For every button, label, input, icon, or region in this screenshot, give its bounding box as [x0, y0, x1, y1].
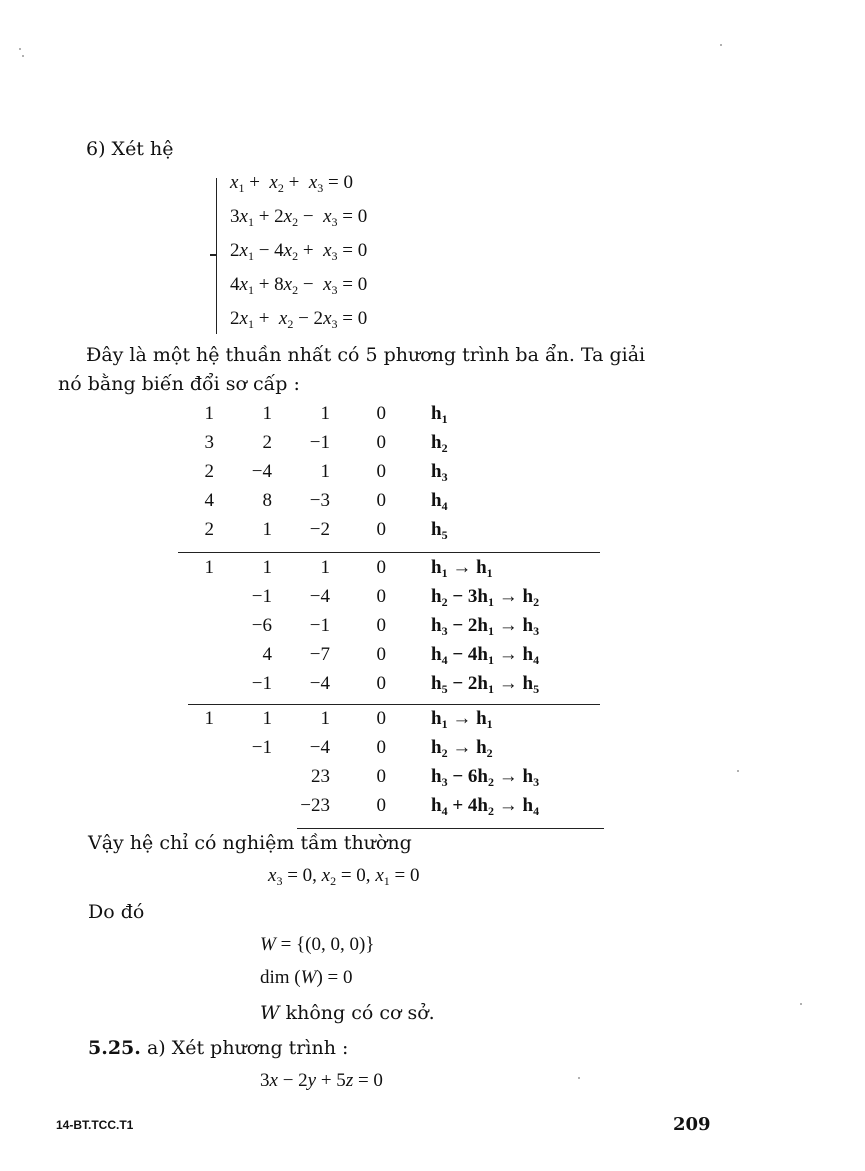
w-dimension: dim (W) = 0: [260, 967, 353, 988]
block1-cell: −4: [251, 461, 272, 482]
page-number: 209: [673, 1114, 711, 1135]
table-divider-1: [178, 552, 600, 553]
block3-cell: 0: [376, 708, 386, 729]
block1-cell: 1: [204, 403, 214, 424]
block2-cell: 0: [376, 586, 386, 607]
equation-5: $2x_1 + x_2 - 2x_3 = 0$: [230, 308, 368, 331]
block3-cell: −4: [309, 737, 330, 758]
block3-row-operation: $h_3 - 6h_2 \to h_3$: [431, 766, 540, 789]
block1-row-operation: $h_4$: [431, 490, 448, 513]
block3-row-operation: $h_2 \to h_2$: [431, 737, 493, 760]
block2-row-operation: $h_4 - 4h_1 \to h_4$: [431, 644, 540, 667]
block2-cell: −4: [309, 586, 330, 607]
scan-speck: [19, 48, 21, 50]
block1-cell: 0: [376, 461, 386, 482]
block2-cell: −1: [251, 673, 272, 694]
block1-cell: 2: [204, 461, 214, 482]
table-divider-2: [188, 704, 600, 705]
system-brace: [216, 178, 225, 334]
intro-line-2: nó bằng biến đổi sơ cấp :: [58, 373, 300, 395]
block2-cell: −7: [309, 644, 330, 665]
block3-cell: 1: [204, 708, 214, 729]
block2-row-operation: $h_3 - 2h_1 \to h_3$: [431, 615, 540, 638]
therefore-text: Do đó: [88, 901, 145, 923]
block2-row-operation: $h_1 \to h_1$: [431, 557, 493, 580]
scan-speck: [800, 1003, 802, 1005]
equation-2: $3x_1 + 2x_2 - x_3 = 0$: [230, 206, 368, 229]
block1-cell: 0: [376, 403, 386, 424]
block2-cell: −4: [309, 673, 330, 694]
equation-1: $x_1 + x_2 + x_3 = 0$: [230, 172, 353, 195]
block1-cell: 0: [376, 490, 386, 511]
w-definition: W = {(0, 0, 0)}: [260, 934, 375, 955]
block3-cell: 0: [376, 766, 386, 787]
block2-cell: 4: [262, 644, 272, 665]
block1-cell: −3: [309, 490, 330, 511]
block1-cell: 2: [262, 432, 272, 453]
block3-cell: 1: [320, 708, 330, 729]
equation-4: $4x_1 + 8x_2 - x_3 = 0$: [230, 274, 368, 297]
block2-cell: 0: [376, 557, 386, 578]
block2-cell: 1: [204, 557, 214, 578]
block2-cell: −6: [251, 615, 272, 636]
block1-row-operation: $h_1$: [431, 403, 448, 426]
exercise-text: a) Xét phương trình :: [146, 1037, 349, 1059]
block1-cell: 1: [262, 519, 272, 540]
block1-cell: 8: [262, 490, 272, 511]
block2-cell: 1: [262, 557, 272, 578]
block3-cell: −23: [300, 795, 330, 816]
w-basis: W không có cơ sở.: [260, 1002, 435, 1024]
block1-cell: 0: [376, 519, 386, 540]
block1-cell: 4: [204, 490, 214, 511]
block1-cell: 1: [262, 403, 272, 424]
block3-cell: −1: [251, 737, 272, 758]
block2-cell: −1: [251, 586, 272, 607]
block2-row-operation: $h_5 - 2h_1 \to h_5$: [431, 673, 540, 696]
exercise-5-25: [88, 1037, 348, 1059]
block1-cell: 0: [376, 432, 386, 453]
trivial-solution: $x_3 = 0$, $x_2 = 0$, $x_1 = 0$: [268, 865, 420, 888]
exercise-equation: 3x − 2y + 5z = 0: [260, 1070, 383, 1091]
block1-cell: 2: [204, 519, 214, 540]
exercise-heading: 6) Xét hệ: [86, 138, 174, 160]
block1-cell: 1: [320, 403, 330, 424]
block1-cell: 1: [320, 461, 330, 482]
block3-cell: 0: [376, 795, 386, 816]
block1-cell: −2: [309, 519, 330, 540]
conclusion-text: Vậy hệ chỉ có nghiệm tầm thường: [88, 832, 412, 854]
equation-3: $2x_1 - 4x_2 + x_3 = 0$: [230, 240, 368, 263]
block3-cell: 0: [376, 737, 386, 758]
block1-cell: −1: [309, 432, 330, 453]
block2-cell: 0: [376, 644, 386, 665]
exercise-number: 5.25.: [88, 1037, 141, 1059]
block2-cell: 1: [320, 557, 330, 578]
scan-speck: [578, 1077, 580, 1079]
scan-speck: [720, 44, 722, 46]
block3-row-operation: $h_4 + 4h_2 \to h_4$: [431, 795, 540, 818]
intro-line-1: Đây là một hệ thuần nhất có 5 phương trình ba ẩn. Ta giải: [86, 344, 646, 366]
scan-speck: [737, 770, 739, 772]
table-divider-3: [297, 828, 604, 829]
block3-cell: 23: [311, 766, 330, 787]
scan-speck: [22, 55, 24, 57]
block1-row-operation: $h_3$: [431, 461, 448, 484]
block2-row-operation: $h_2 - 3h_1 \to h_2$: [431, 586, 540, 609]
block2-cell: 0: [376, 615, 386, 636]
block1-row-operation: $h_2$: [431, 432, 448, 455]
block3-cell: 1: [262, 708, 272, 729]
block1-row-operation: $h_5$: [431, 519, 448, 542]
block3-row-operation: $h_1 \to h_1$: [431, 708, 493, 731]
block1-cell: 3: [204, 432, 214, 453]
footer-code: 14-BT.TCC.T1: [56, 1118, 134, 1132]
block2-cell: −1: [309, 615, 330, 636]
block2-cell: 0: [376, 673, 386, 694]
